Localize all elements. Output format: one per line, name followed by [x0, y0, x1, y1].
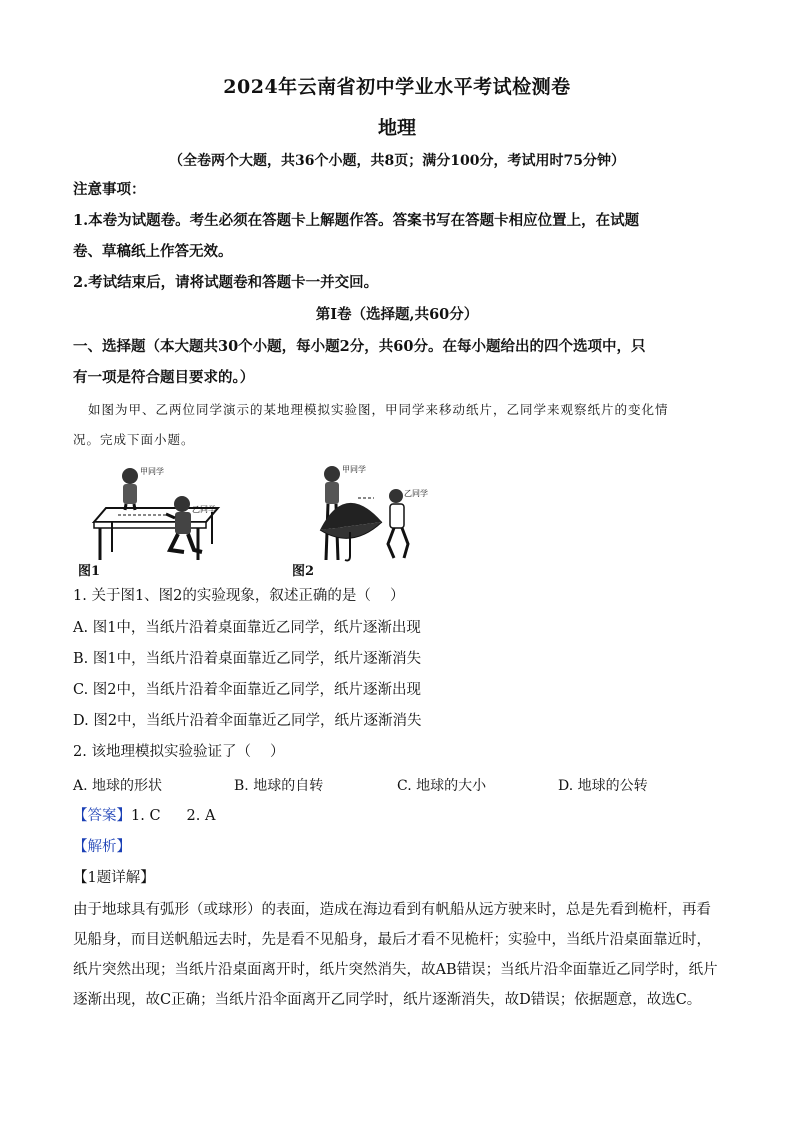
question-1-option-b: B. 图1中，当纸片沿着桌面靠近乙同学，纸片逐渐消失 [73, 651, 422, 667]
figure-1-student-a-label: 甲同学 [140, 467, 164, 476]
detail-label: 【1题详解】 [73, 870, 155, 886]
figure-2-label: 图2 [292, 564, 315, 579]
figure-1-drawing [78, 460, 228, 580]
figure-2-student-a-label: 甲同学 [342, 465, 366, 474]
exam-title: 2024年云南省初中学业水平考试检测卷 [223, 76, 571, 98]
figure-2 [300, 460, 440, 580]
exam-subject: 地理 [377, 117, 416, 139]
answer-1: 1. C [131, 808, 161, 824]
figure-1 [78, 460, 228, 580]
figure-1-student-b-label: 乙同学 [192, 505, 216, 514]
section-title: 第Ⅰ卷（选择题,共60分） [315, 306, 479, 323]
intro-line2: 况。完成下面小题。 [73, 432, 195, 447]
answer-label: 【答案】 [73, 808, 131, 824]
figure-1-label: 图1 [78, 564, 101, 579]
answer-row [73, 806, 733, 826]
question-1-option-c: C. 图2中，当纸片沿着伞面靠近乙同学，纸片逐渐出现 [73, 682, 422, 698]
figure-2-drawing [300, 460, 440, 580]
question-1-option-a: A. 图1中，当纸片沿着桌面靠近乙同学，纸片逐渐出现 [73, 620, 421, 636]
intro-line1: 如图为甲、乙两位同学演示的某地理模拟实验图，甲同学来移动纸片，乙同学来观察纸片的变化情 [88, 402, 669, 417]
question-2-option-b: B. 地球的自转 [234, 778, 324, 794]
analysis-label: 【解析】 [73, 839, 131, 855]
detail-text: 由于地球具有弧形（或球形）的表面，造成在海边看到有帆船从远方驶来时，总是先看到桅杆，再看见船身，而目送帆船远去时，先是看不见船身，最后才看不见桅杆；实验中，当纸片沿桌面靠近时，纸片突然出现；当纸片沿桌面离开时，纸片突然消失，故AB错误；当纸片沿伞面靠近乙同学时，纸片逐渐出现，故C正确；当纸片沿伞面离开乙同学时，纸片逐渐消失，故D错误；依据题意，故选C。 [73, 902, 718, 1008]
notes-item1-line2: 卷、草稿纸上作答无效。 [73, 243, 233, 260]
question-2-option-d: D. 地球的公转 [558, 778, 648, 794]
answer-2: 2. A [186, 808, 216, 824]
part1-line1: 一、选择题（本大题共30个小题，每小题2分，共60分。在每小题给出的四个选项中，只 [73, 338, 646, 355]
notes-heading: 注意事项： [73, 181, 146, 198]
question-2-stem: 2. 该地理模拟实验验证了（ ） [73, 744, 285, 760]
question-2-option-c: C. 地球的大小 [397, 778, 487, 794]
notes-item2: 2.考试结束后，请将试题卷和答题卡一并交回。 [73, 274, 379, 291]
question-1-option-d: D. 图2中，当纸片沿着伞面靠近乙同学，纸片逐渐消失 [73, 713, 422, 729]
question-2-option-a: A. 地球的形状 [73, 778, 163, 794]
figure-2-student-b-label: 乙同学 [404, 489, 428, 498]
notes-item1-line1: 1.本卷为试题卷。考生必须在答题卡上解题作答。答案书写在答题卡相应位置上，在试题 [73, 212, 640, 229]
part1-line2: 有一项是符合题目要求的。） [73, 369, 255, 386]
question-1-stem: 1. 关于图1、图2的实验现象，叙述正确的是（ ） [73, 588, 405, 604]
exam-info: （全卷两个大题，共36个小题，共8页；满分100分，考试用时75分钟） [169, 153, 625, 169]
